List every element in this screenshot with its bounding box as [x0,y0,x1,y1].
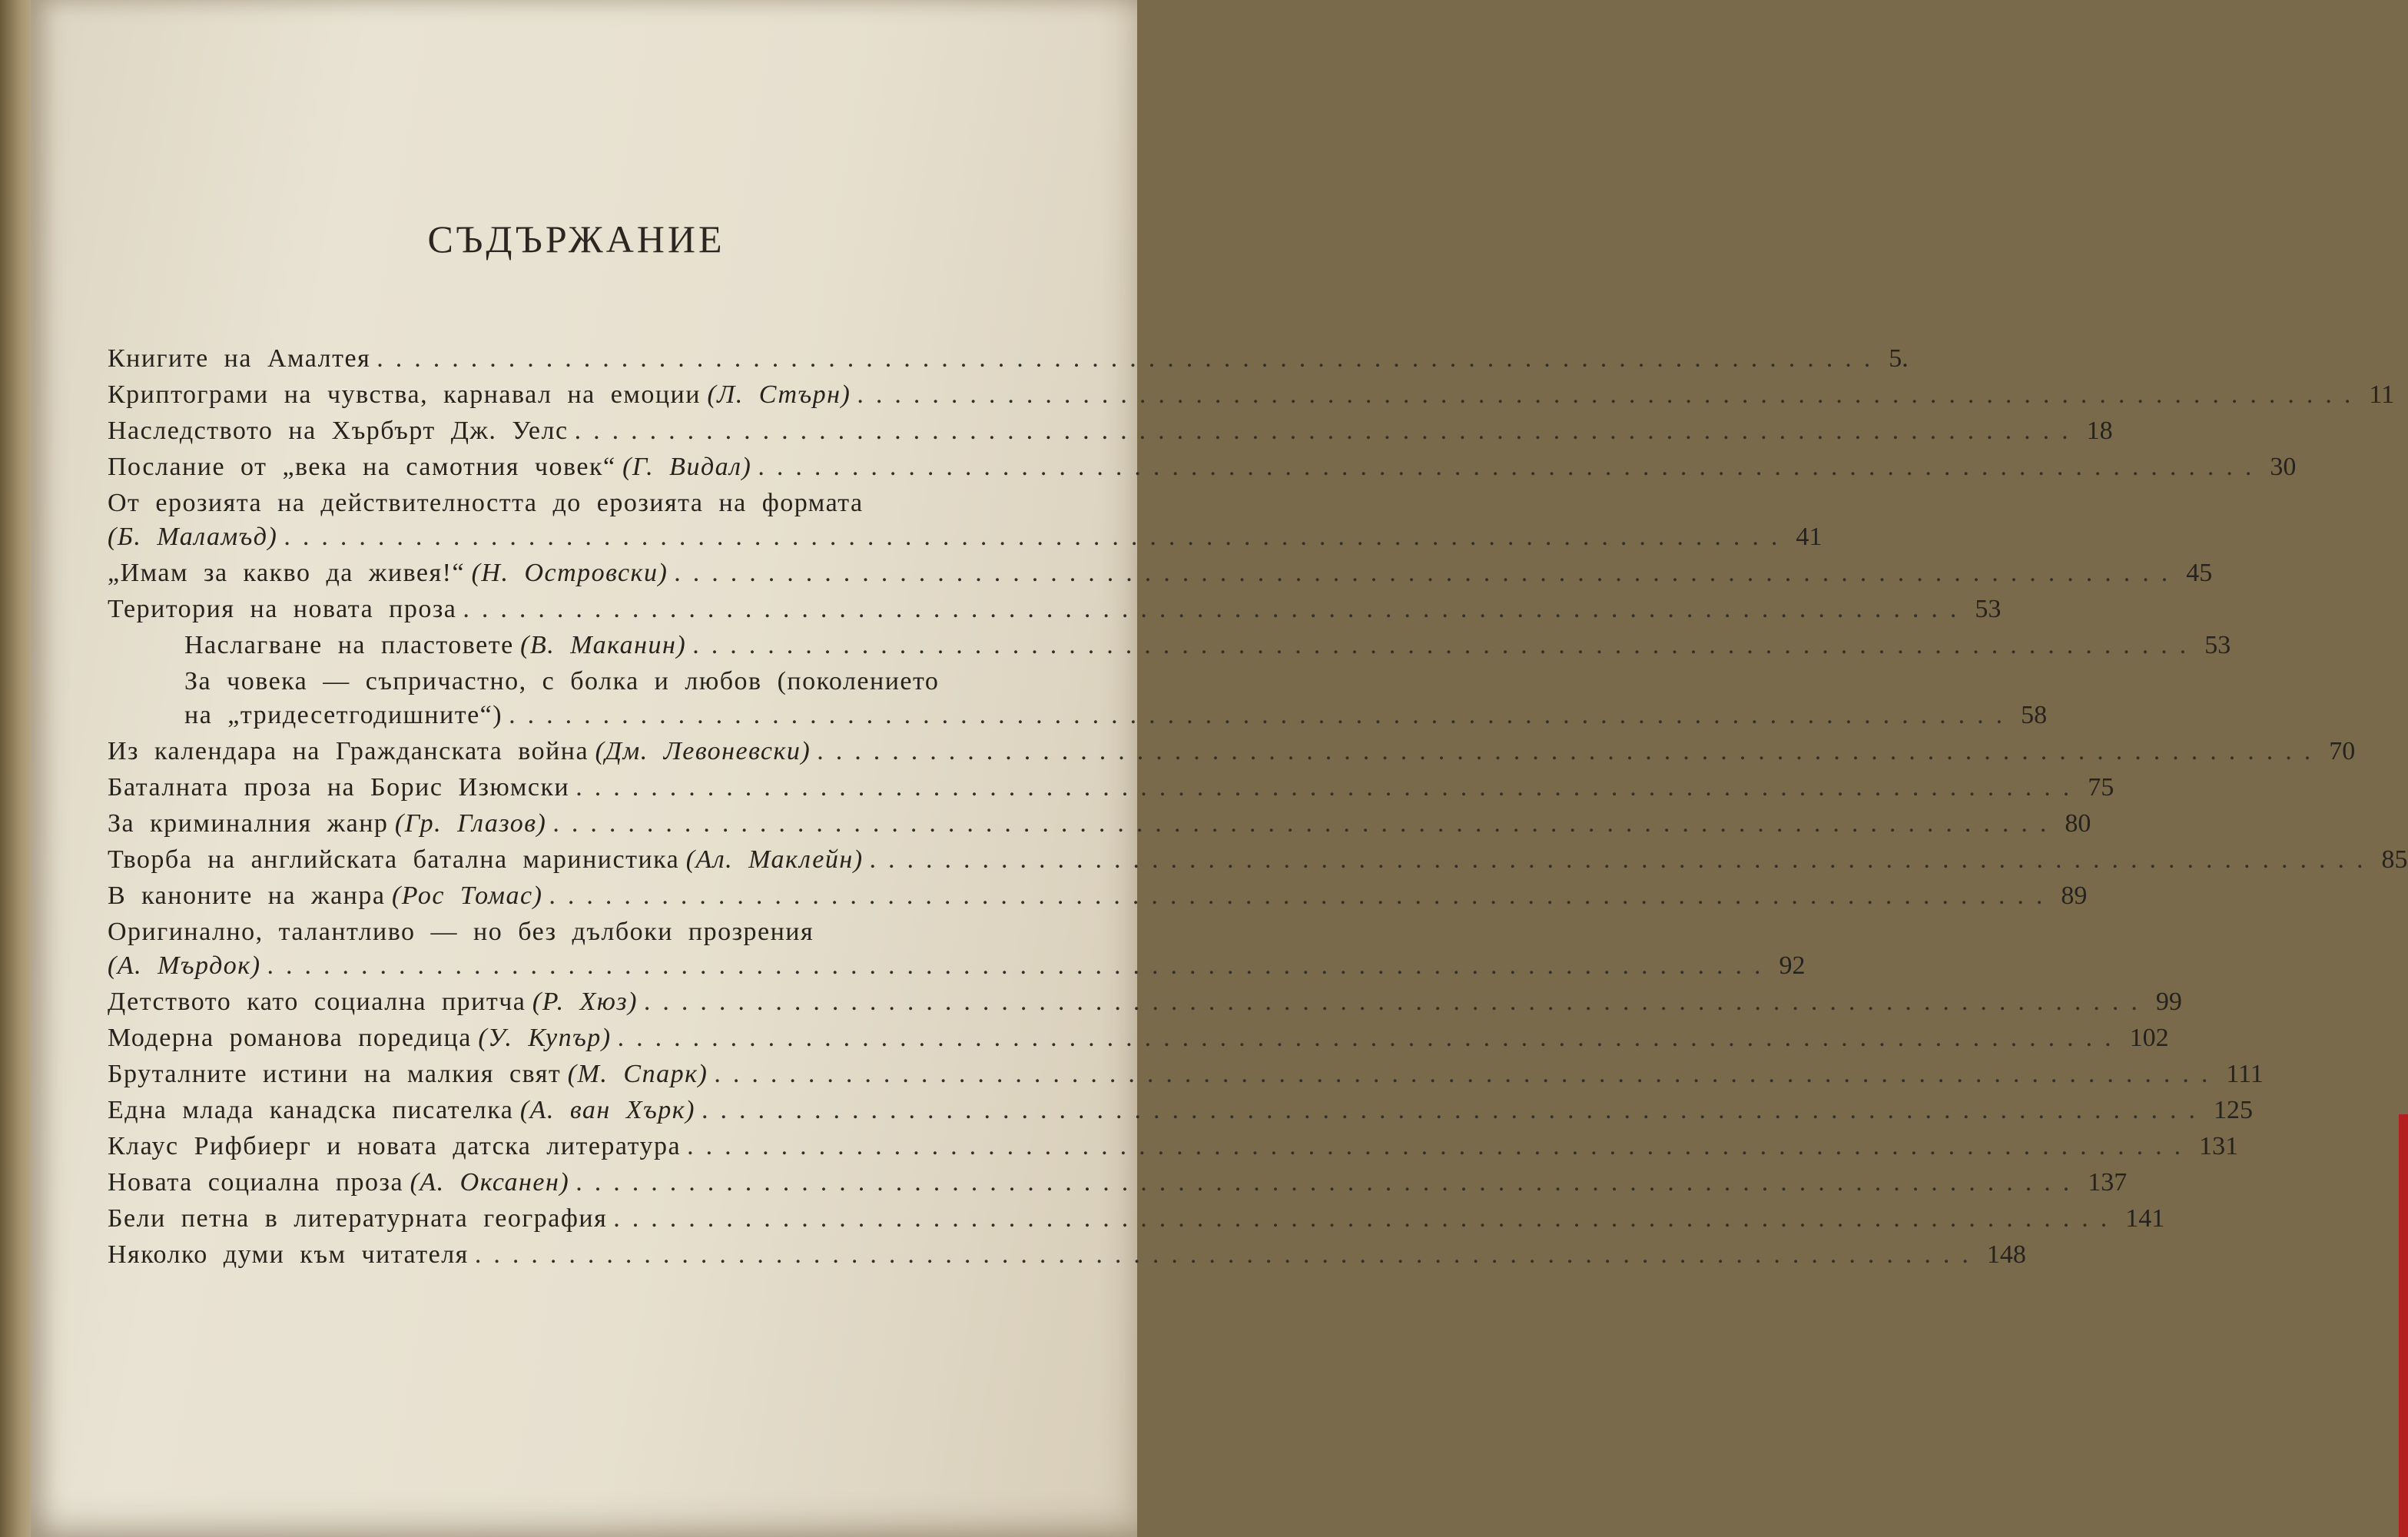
page-number: 41 [1796,523,1823,551]
page-number: 53 [2204,631,2231,659]
toc-entry [108,556,2213,593]
leader-dots: ................................................................................ [701,1096,2207,1124]
toc-entry [108,378,2395,414]
entry-title: на „тридесетгодишните“) [184,701,503,729]
leader-dots: ................................................................................ [692,631,2199,659]
leader-dots: ................................................................................ [474,1240,1981,1269]
page-number: 11 [2369,380,2395,409]
entry-title: Творба на английската батална маринистика [108,845,680,874]
entry-author: (У. Купър) [478,1024,612,1052]
leader-dots: ................................................................................ [643,988,2150,1016]
entry-title: Бруталните истини на малкия свят [108,1060,562,1088]
leader-dots: ................................................................................ [575,773,2082,802]
toc-entry [108,879,2088,915]
entry-title: Послание от „века на самотния човек“ [108,453,616,481]
entry-title: Книгите на Амалтея [108,344,371,373]
entry-title: Из календара на Гражданската война [108,737,589,765]
entry-title: В каноните на жанра [108,881,386,910]
toc-entry [108,735,2356,771]
entry-title: Баталната проза на Борис Изюмски [108,773,570,802]
entry-author: (Б. Маламъд) [108,523,278,551]
entry-author: (Р. Хюз) [532,988,638,1016]
page-number: 131 [2199,1132,2239,1160]
toc-entry [108,1021,2169,1057]
leader-dots: ................................................................................ [267,951,1773,980]
entry-author: (Н. Островски) [471,559,668,587]
toc-entry [108,843,2408,879]
page-number: 53 [1975,595,2002,623]
entry-author: (Рос Томас) [391,881,543,910]
toc-entry [108,1166,2128,1202]
toc-entry [108,593,2002,629]
leader-dots: ................................................................................ [714,1060,2221,1088]
entry-author: (Г. Видал) [622,453,752,481]
leader-dots: ................................................................................ [574,417,2081,445]
entry-author: (Гр. Глазов) [394,809,547,838]
leader-dots: ................................................................................ [613,1204,2120,1233]
leader-dots: ................................................................................ [758,453,2264,481]
toc-entry [108,342,1909,378]
toc-entry [108,1057,2264,1094]
page-number: 92 [1779,951,1806,980]
leader-dots: ................................................................................ [869,845,2376,874]
entry-title: Клаус Рифбиерг и новата датска литература [108,1132,682,1160]
leader-dots: ................................................................................ [817,737,2323,765]
toc-entry [108,771,2114,807]
page-number: 148 [1986,1240,2026,1269]
entry-author: (Дм. Левоневски) [595,737,811,765]
leader-dots: ................................................................................ [376,344,1883,373]
toc-entry [108,1238,2026,1274]
cover-edge [2399,1114,2408,1537]
toc-entry [108,1130,2239,1166]
page-number: 85 [2381,845,2408,874]
toc-entry [108,450,2297,486]
page-number: 18 [2086,417,2113,445]
leader-dots: ................................................................................ [463,595,1969,623]
toc-subentry [108,699,2048,735]
page-number: 111 [2226,1060,2264,1088]
entry-author: (Л. Стърн) [707,380,851,409]
entry-title: От ерозията на действителността до ерозията на формата [108,489,864,517]
leader-dots: ................................................................................ [575,1168,2082,1197]
toc-subentry [108,629,2231,665]
toc-entry [108,915,1122,949]
leader-dots: ................................................................................ [857,380,2363,409]
entry-title: Новата социална проза [108,1168,404,1197]
entry-title: Детството като социална притча [108,988,526,1016]
entry-title: Наслагване на пластовете [184,631,514,659]
leader-dots: ................................................................................ [552,809,2059,838]
entry-author: (М. Спарк) [567,1060,708,1088]
entry-title: Наследството на Хърбърт Дж. Уелс [108,417,569,445]
entry-title: За криминалния жанр [108,809,389,838]
entry-author: (Ал. Маклейн) [685,845,864,874]
entry-title: Оригинално, талантливо — но без дълбоки прозрения [108,918,814,946]
toc-subentry [108,665,1122,699]
toc-entry [108,1094,2253,1130]
page-number: 141 [2125,1204,2165,1233]
entry-title: „Имам за какво да живея!“ [108,559,466,587]
page-number: 58 [2021,701,2048,729]
entry-title: Територия на новата проза [108,595,457,623]
table-of-contents [108,342,2408,1274]
page-number: 80 [2065,809,2091,838]
page-number: 70 [2329,737,2356,765]
toc-entry [108,807,2091,843]
entry-title: Модерна романова поредица [108,1024,472,1052]
page-number: 102 [2129,1024,2169,1052]
entry-title: Бели петна в литературната география [108,1204,608,1233]
page-number: 125 [2213,1096,2253,1124]
toc-entry [108,414,2113,450]
entry-title: Няколко думи към читателя [108,1240,469,1269]
entry-title: Една млада канадска писателка [108,1096,514,1124]
page-number: 5. [1889,344,1909,373]
leader-dots: ................................................................................ [509,701,2015,729]
toc-entry [108,949,1806,985]
toc-entry [108,520,1823,556]
leader-dots: ................................................................................ [549,881,2055,910]
leader-dots: ................................................................................ [617,1024,2124,1052]
entry-author: (А. Оксанен) [410,1168,570,1197]
leader-dots: ................................................................................ [674,559,2181,587]
page-number: 99 [2155,988,2182,1016]
page-number: 45 [2186,559,2213,587]
leader-dots: ................................................................................ [687,1132,2194,1160]
entry-title: За човека — съпричастно, с болка и любов (поколението [184,667,940,695]
entry-title: Криптограми на чувства, карнавал на емоции [108,380,701,409]
page-number: 137 [2088,1168,2128,1197]
leader-dots: ................................................................................ [284,523,1790,551]
entry-author: (А. Мърдок) [108,951,261,980]
page-number: 30 [2270,453,2297,481]
toc-entry [108,985,2182,1021]
page-title: СЪДЪРЖАНИЕ [427,217,725,261]
toc-entry [108,1202,2165,1238]
entry-author: (А. ван Хърк) [519,1096,695,1124]
page-number: 75 [2088,773,2114,802]
toc-entry [108,486,1122,520]
entry-author: (В. Маканин) [520,631,687,659]
page-number: 89 [2061,881,2088,910]
